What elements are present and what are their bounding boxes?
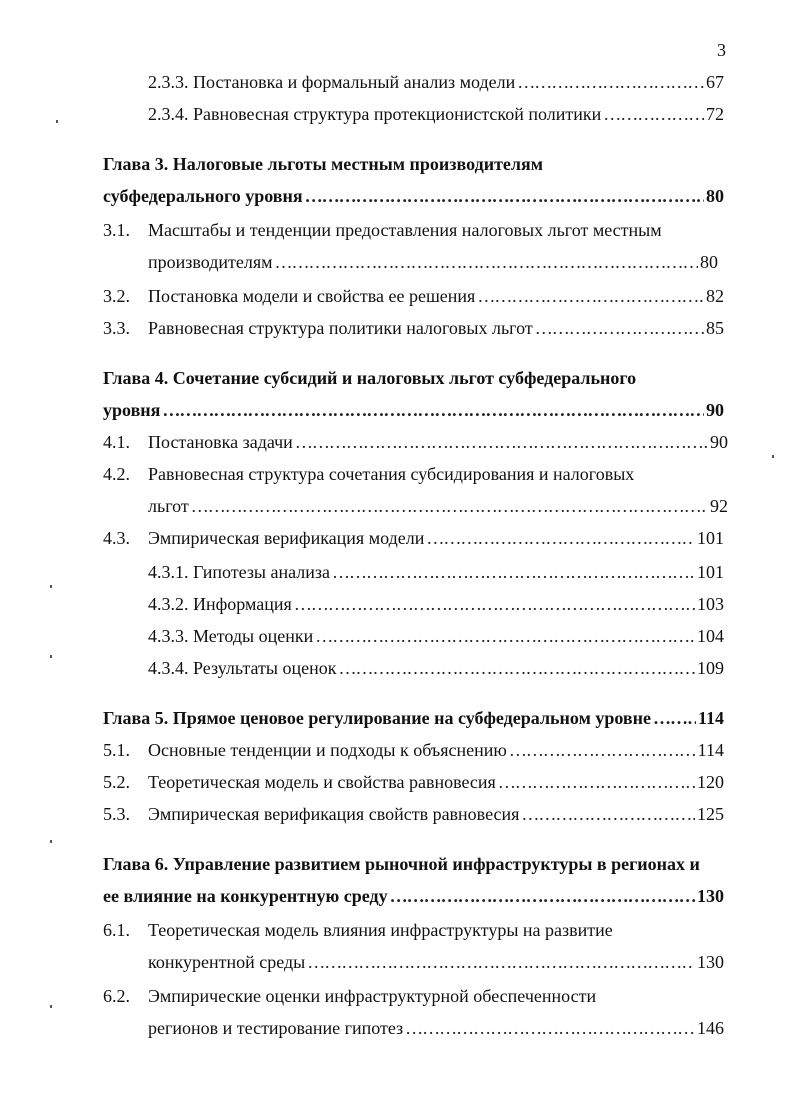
section-number: 4.2. (103, 464, 130, 484)
chapter-6-title: Глава 6. Управление развитием рыночной инфраструктуры в регионах и (103, 854, 700, 874)
section-number: 6.2. (103, 986, 130, 1006)
scan-speck (50, 585, 52, 588)
toc-entry: Равновесная структура сочетания субсидирования и налоговых (148, 464, 635, 484)
section-number: 4.1. (103, 432, 130, 452)
scan-speck (50, 655, 52, 658)
toc-entry: Масштабы и тенденции предоставления налоговых льгот местным (148, 220, 662, 240)
toc-entry: 4.3.2. Информация ………………………………………………………………………………………………………………………………………… 103 (148, 592, 724, 616)
section-number: 3.1. (103, 220, 130, 240)
toc-entry: Эмпирические оценки инфраструктурной обеспеченности (148, 986, 597, 1006)
toc-entry: Равновесная структура политики налоговых льгот ………………………………………………………………………………………………………………………………………… 85 (148, 316, 724, 340)
toc-entry: льгот ………………………………………………………………………………………………………………………………………… 92 (148, 494, 728, 518)
scan-speck (56, 120, 58, 123)
toc-entry: производителям ………………………………………………………………………………………………………………………………………… 80 (148, 250, 718, 274)
toc-entry: Глава 5. Прямое ценовое регулирование на субфедеральном уровне ………………………………………………………………………………………………………………………………………… 114 (103, 706, 724, 730)
toc-entry: субфедерального уровня ………………………………………………………………………………………………………………………………………… 80 (103, 184, 724, 208)
toc-entry: Эмпирическая верификация модели ………………………………………………………………………………………………………………………………………… 101 (148, 526, 724, 550)
toc-entry: Теоретическая модель и свойства равновесия ………………………………………………………………………………………………………………………………………… 120 (148, 770, 724, 794)
section-number: 5.3. (103, 804, 130, 824)
toc-entry: уровня ………………………………………………………………………………………………………………………………………… 90 (103, 398, 724, 422)
toc-entry: Теоретическая модель влияния инфраструктуры на развитие (148, 920, 613, 940)
chapter-3-title: Глава 3. Налоговые льготы местным производителям (103, 154, 543, 174)
toc-entry: регионов и тестирование гипотез ………………………………………………………………………………………………………………………………………… 146 (148, 1016, 724, 1040)
scan-speck (772, 455, 774, 458)
toc-entry: Постановка задачи ………………………………………………………………………………………………………………………………………… 90 (148, 430, 728, 454)
scan-speck (50, 1005, 52, 1008)
toc-entry: конкурентной среды ………………………………………………………………………………………………………………………………………… 130 (148, 950, 724, 974)
toc-entry: 4.3.1. Гипотезы анализа ………………………………………………………………………………………………………………………………………… 101 (148, 560, 724, 584)
chapter-4-title: Глава 4. Сочетание субсидий и налоговых льгот субфедерального (103, 368, 637, 388)
toc-entry: Основные тенденции и подходы к объяснению ………………………………………………………………………………………………………………………………………… 114 (148, 738, 724, 762)
toc-entry: 4.3.4. Результаты оценок ………………………………………………………………………………………………………………………………………… 109 (148, 656, 724, 680)
section-number: 5.1. (103, 740, 130, 760)
section-number: 6.1. (103, 920, 130, 940)
toc-entry: 2.3.3. Постановка и формальный анализ модели ………………………………………………………………………………………………………………………………………… 67 (148, 70, 724, 94)
section-number: 3.2. (103, 286, 130, 306)
section-number: 5.2. (103, 772, 130, 792)
toc-entry: ее влияние на конкурентную среду ………………………………………………………………………………………………………………………………………… 130 (103, 884, 724, 908)
page-number: 3 (717, 40, 726, 60)
toc-entry: 2.3.4. Равновесная структура протекционистской политики ………………………………………………………………………………………………………………………………………… 72 (148, 102, 724, 126)
section-number: 3.3. (103, 318, 130, 338)
toc-entry: 4.3.3. Методы оценки ………………………………………………………………………………………………………………………………………… 104 (148, 624, 724, 648)
toc-entry: Эмпирическая верификация свойств равновесия ………………………………………………………………………………………………………………………………………… 125 (148, 802, 724, 826)
section-number: 4.3. (103, 528, 130, 548)
scan-speck (50, 840, 52, 843)
toc-entry: Постановка модели и свойства ее решения ………………………………………………………………………………………………………………………………………… 82 (148, 284, 724, 308)
